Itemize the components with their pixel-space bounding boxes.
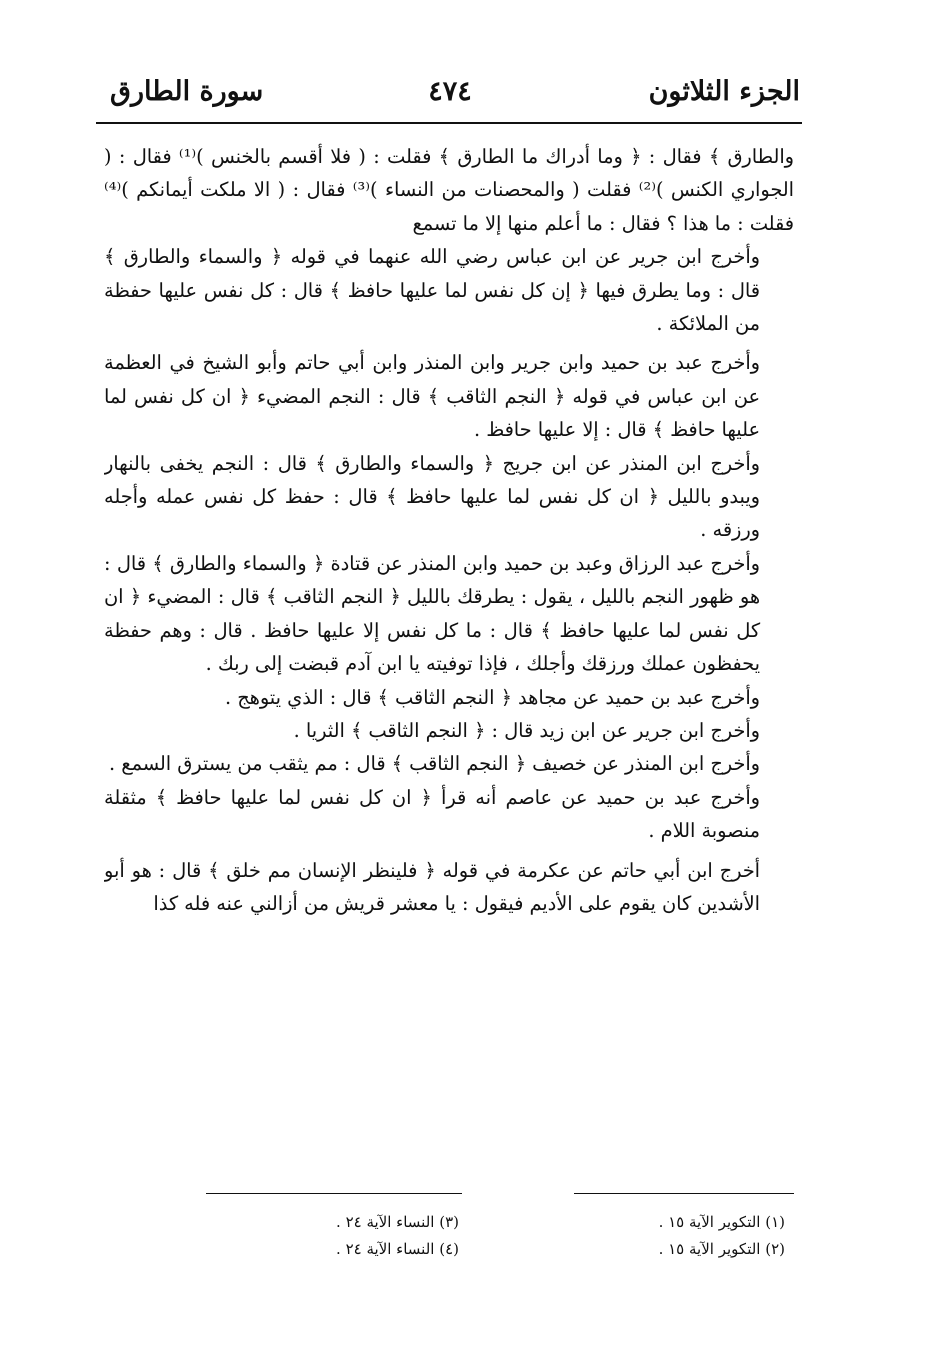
surah-title: سورة الطارق — [110, 76, 264, 107]
footnote-4: (٤) النساء الآية ٢٤ . — [336, 1240, 459, 1258]
footnote-3: (٣) النساء الآية ٢٤ . — [336, 1213, 459, 1231]
running-header — [100, 70, 800, 114]
paragraph-10: أخرج ابن أبي حاتم عن عكرمة في قوله ﴿ فلينظر الإنسان مم خلق ﴾ قال : هو أبو الأشدين كان يقوم على الأديم فيقول : يا معشر قريش من أزالني عنه فله كذا — [104, 858, 760, 915]
juz-title: الجزء الثلاثون — [648, 76, 800, 107]
paragraph-4: وأخرج ابن المنذر عن ابن جريج ﴿ والسماء والطارق ﴾ قال : النجم يخفى بالنهار ويبدو بالليل ﴿ ان كل نفس لما عليها حافظ ﴾ قال : حفظ كل نفس عمله وأجله ورزقه . — [104, 451, 760, 542]
page-number: ٤٧٤ — [428, 76, 472, 107]
footnote-2: (٢) التكوير الآية ١٥ . — [658, 1240, 785, 1258]
paragraph-6: وأخرج عبد بن حميد عن مجاهد ﴿ النجم الثاقب ﴾ قال : الذي يتوهج . — [224, 685, 760, 709]
footnote-1: (١) التكوير الآية ١٥ . — [658, 1213, 785, 1231]
paragraph-8: وأخرج ابن المنذر عن خصيف ﴿ النجم الثاقب ﴾ قال : مم يثقب من يسترق السمع . — [109, 752, 760, 776]
paragraph-1: والطارق ﴾ فقال : ﴿ وما أدراك ما الطارق ﴾ فقلت : ( فلا أقسم بالخنس )⁽¹⁾ فقال : ( الجواري الكنس )⁽²⁾ فقلت ( والمحصنات من النساء )⁽³⁾ فقال : ( الا ملكت أيمانكم )⁽⁴⁾ فقلت : ما هذا ؟ فقال : ما أعلم منها إلا ما تسمع — [104, 145, 794, 235]
paragraph-9: وأخرج عبد بن حميد عن عاصم أنه قرأ ﴿ ان كل نفس لما عليها حافظ ﴾ مثقلة منصوبة اللام . — [104, 785, 760, 843]
paragraph-7: وأخرج ابن جرير عن ابن زيد قال : ﴿ النجم الثاقب ﴾ الثريا . — [293, 718, 760, 742]
footnote-divider-left — [206, 1193, 462, 1194]
paragraph-2: وأخرج ابن جرير عن ابن عباس رضي الله عنهما في قوله ﴿ والسماء والطارق ﴾ قال : وما يطرق فيها ﴿ إن كل نفس لما عليها حافظ ﴾ قال : كل نفس عليها حفظة من الملائكة . — [104, 245, 760, 336]
header-divider — [96, 122, 802, 124]
footnote-divider-right — [574, 1193, 794, 1194]
paragraph-5: وأخرج عبد الرزاق وعبد بن حميد وابن المنذر عن قتادة ﴿ والسماء والطارق ﴾ قال : هو ظهور النجم بالليل ، يقول : يطرقك بالليل ﴿ النجم الثاقب ﴾ قال : المضيء ﴿ ان كل نفس لما عليها حافظ ﴾ قال : ما كل نفس إلا عليها حافظ . قال : وهم حفظة يحفظون عملك ورزقك وأجلك ، فإذا توفيته يا ابن آدم قبضت إلى ربك . — [104, 551, 760, 676]
paragraph-3: وأخرج عبد بن حميد وابن جرير وابن المنذر وابن أبي حاتم وأبو الشيخ في العظمة عن ابن عباس في قوله ﴿ النجم الثاقب ﴾ قال : النجم المضيء ﴿ ان كل نفس لما عليها حافظ ﴾ قال : إلا عليها حافظ . — [104, 351, 760, 442]
main-text — [104, 140, 794, 1175]
